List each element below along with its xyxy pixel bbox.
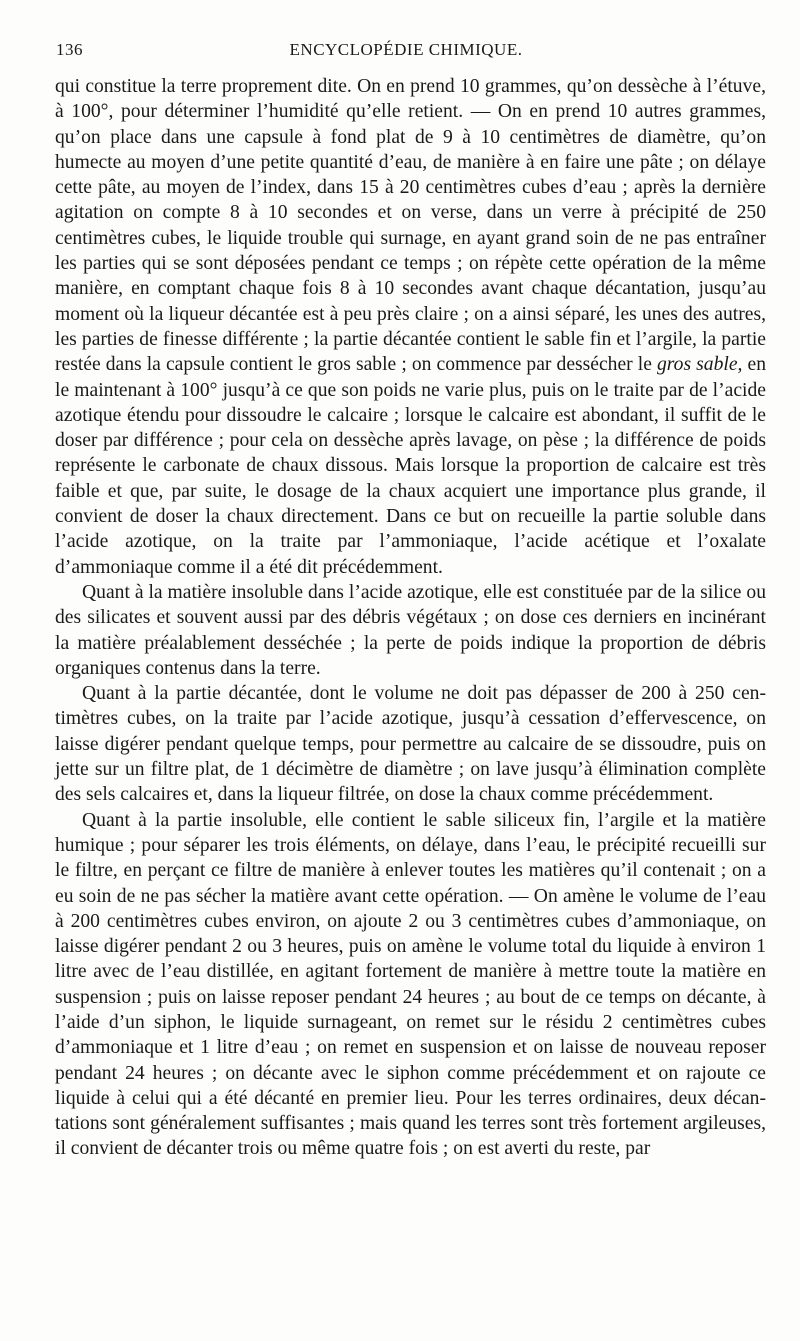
- paragraph: Quant à la partie insoluble, elle contient le sable siliceux fin, l’argile et la matière humique ; pour séparer les trois éléments, on délaye, dans l’eau, le précipité recueilli sur le filtre, en perçant ce filtre de manière à enlever toutes les matières qu’il contenait ; on a eu soin de ne pas sécher la matière avant cette opération. — On amène le volume de l’eau à 200 centimètres cubes environ, on ajoute 2 ou 3 centimètres cubes d’ammoniaque, on laisse digérer pendant 2 ou 3 heures, puis on amène le volume total du liquide à environ 1 litre avec de l’eau distillée, en agitant fortement de manière à mettre toute la matière en suspension ; puis on laisse reposer pendant 24 heures ; au bout de ce temps on décante, à l’aide d’un siphon, le liquide surnageant, on remet sur le résidu 2 centimètres cubes d’ammoniaque et 1 litre d’eau ; on remet en suspension et on laisse de nouveau reposer pendant 24 heures ; on décante avec le siphon comme précédemment et on rajoute ce liquide à celui qui a été décanté en premier lieu. Pour les terres ordinaires, deux décantations sont généralement suffisantes ; mais quand les terres sont très fortement argileuses, il convient de décanter trois ou même quatre fois ; on est averti du reste, par: [55, 809, 766, 1160]
- paragraph: [55, 74, 766, 580]
- paragraph: Quant à la matière insoluble dans l’acide azotique, elle est constituée par de la silice ou des silicates et souvent aussi par des débris végétaux ; on dose ces derniers en incinérant la matière préalablement desséchée ; la perte de poids indique la proportion de débris organiques contenus dans la terre.: [55, 581, 766, 679]
- running-title: ENCYCLOPÉDIE CHIMIQUE.: [289, 40, 523, 59]
- paragraph: Quant à la partie décantée, dont le volume ne doit pas dépasser de 200 à 250 centimètres cubes, on la traite par l’acide azotique, jusqu’à cessation d’effervescence, on laisse digérer pendant quelque temps, pour permettre au calcaire de se dissoudre, puis on jette sur un filtre plat, de 1 décimètre de diamètre ; on lave jusqu’à élimination complète des sels calcaires et, dans la liqueur filtrée, on dose la chaux comme précédemment.: [55, 683, 766, 806]
- body-text: [55, 74, 766, 1162]
- paragraph-text: qui constitue la terre proprement dite. On en prend 10 grammes, qu’on dessèche à l’étuve, à 100°, pour déterminer l’humidité qu’elle retient. — On en prend 10 autres grammes, qu’on place dans une capsule à fond plat de 9 à 10 centimètres de diamètre, qu’on humecte au moyen d’une petite quantité d’eau, de manière à en faire une pâte ; on délaye cette pâte, au moyen de l’index, dans 15 à 20 centimètres cubes d’eau ; après la dernière agitation on compte 8 à 10 secondes et on verse, dans un verre à précipité de 250 centimètres cubes, le liquide trouble qui surnage, en ayant grand soin de ne pas entraîner les parties qui se sont déposées pendant ce temps ; on répète cette opération de la même manière, en comptant chaque fois 8 à 10 secondes avant chaque décantation, jusqu’au moment où la liqueur décantée est à peu près claire ; on a ainsi séparé, les unes des autres, les parties de finesse différente ; la partie décantée contient le sable fin et l’argile, la partie restée dans la capsule contient le gros sable ; on commence par dessécher le: [55, 76, 766, 376]
- page-number: 136: [56, 40, 83, 59]
- running-head: [56, 40, 756, 66]
- italic-term: gros sable,: [656, 354, 743, 376]
- paragraph-text: en le maintenant à 100° jusqu’à ce que son poids ne varie plus, puis on le traite par de l’acide azotique étendu pour dissoudre le calcaire ; lorsque le calcaire est abondant, il suffit de le doser par différence ; pour cela on dessèche après lavage, on pèse ; la différence de poids représente le carbonate de chaux dissous. Mais lorsque la proportion de calcaire est très faible et que, par suite, le dosage de la chaux acquiert une importance plus grande, il convient de doser la chaux directement. Dans ce but on recueille la partie soluble dans l’acide azotique, on la traite par l’ammoniaque, l’acide acétique et l’oxalate d’ammoniaque comme il a été dit précédemment.: [55, 354, 766, 578]
